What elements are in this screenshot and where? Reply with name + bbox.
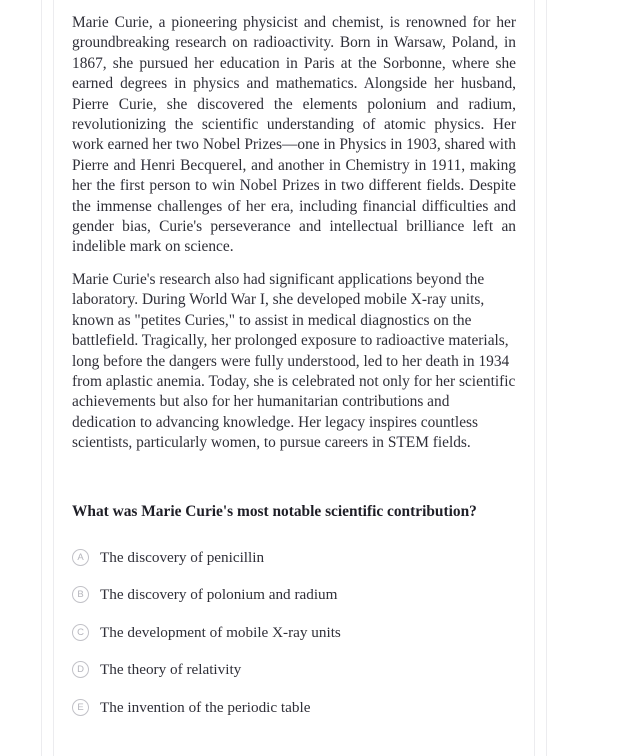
option-label-c: The development of mobile X-ray units <box>100 623 341 641</box>
quiz-option-d[interactable] <box>72 660 516 698</box>
quiz-option-a[interactable] <box>72 548 516 586</box>
column-rule-inner-right <box>534 0 535 756</box>
option-label-e: The invention of the periodic table <box>100 698 311 716</box>
passage-paragraph-2: Marie Curie's research also had significant applications beyond the laboratory. During World War I, she developed mobile X-ray units, known as "petites Curies," to assist in medical diagnostics on the battlefield. Tragically, her prolonged exposure to radioactive materials, long before the dangers were fully understood, led to her death in 1934 from aplastic anemia. Today, she is celebrated not only for her scientific achievements but also for her humanitarian contributions and dedication to advancing knowledge. Her legacy inspires countless scientists, particularly women, to pursue careers in STEM fields. <box>72 270 516 452</box>
quiz-option-c[interactable] <box>72 623 516 661</box>
column-rule-outer-right <box>546 0 547 756</box>
option-label-d: The theory of relativity <box>100 661 242 679</box>
option-label-b: The discovery of polonium and radium <box>100 586 338 604</box>
option-letter-badge-c-icon: C <box>72 624 89 641</box>
passage-paragraph-1: Marie Curie, a pioneering physicist and chemist, is renowned for her groundbreaking research on radioactivity. Born in Warsaw, Poland, in 1867, she pursued her education in Paris at the Sorbonne, where she earned degrees in physics and mathematics. Alongside her husband, Pierre Curie, she discovered the elements polonium and radium, revolutionizing the scientific understanding of atomic physics. Her work earned her two Nobel Prizes—one in Physics in 1903, shared with Pierre and Henri Becquerel, and another in Chemistry in 1911, making her the first person to win Nobel Prizes in two different fields. Despite the immense challenges of her era, including financial difficulties and gender bias, Curie's perseverance and intellectual brilliance left an indelible mark on science. <box>72 14 516 256</box>
option-letter-badge-a-icon: A <box>72 549 89 566</box>
option-letter-badge-e-icon: E <box>72 699 89 716</box>
option-letter-badge-d-icon: D <box>72 661 89 678</box>
quiz-question-title: What was Marie Curie's most notable scientific contribution? <box>72 502 477 520</box>
quiz-option-e[interactable] <box>72 698 516 736</box>
reading-passage-card <box>54 0 534 756</box>
option-label-a: The discovery of penicillin <box>100 548 265 566</box>
column-rule-outer-left <box>41 0 42 756</box>
quiz-options-list <box>72 522 516 736</box>
option-letter-badge-b-icon: B <box>72 586 89 603</box>
quiz-option-b[interactable] <box>72 585 516 623</box>
